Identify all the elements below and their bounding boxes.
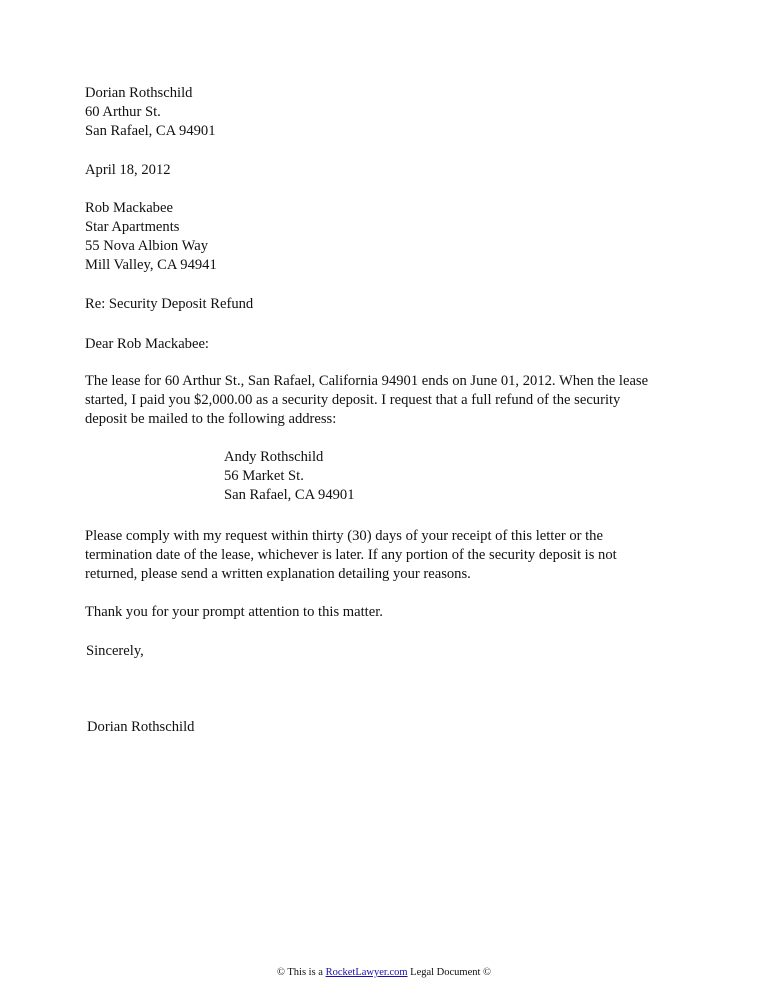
refund-street: 56 Market St. [224,468,304,484]
sender-street: 60 Arthur St. [85,104,161,120]
refund-address-block [224,448,768,505]
recipient-city-state-zip: Mill Valley, CA 94941 [85,257,217,273]
signature [87,718,687,737]
sender-address-block [85,84,685,141]
recipient-street: 55 Nova Albion Way [85,238,208,254]
recipient-company: Star Apartments [85,219,180,235]
paragraph-line: returned, please send a written explanation detailing your reasons. [85,566,471,582]
sender-name: Dorian Rothschild [85,85,193,101]
sender-city-state-zip: San Rafael, CA 94901 [85,123,216,139]
date-text: April 18, 2012 [85,162,171,178]
letter-date [85,161,685,180]
subject-line [85,295,685,314]
rocketlawyer-link[interactable]: RocketLawyer.com [325,967,408,978]
body-paragraph-1 [85,372,685,429]
subject-text: Re: Security Deposit Refund [85,296,254,312]
body-paragraph-2 [85,527,685,584]
signature-name: Dorian Rothschild [87,719,195,735]
paragraph-line: Please comply with my request within thirty (30) days of your receipt of this letter or the [85,528,603,544]
body-paragraph-3 [85,603,685,622]
paragraph-line: termination date of the lease, whichever is later. If any portion of the security deposit is not [85,547,617,563]
recipient-address-block [85,199,685,275]
paragraph-line: deposit be mailed to the following address: [85,411,337,427]
footer-suffix: Legal Document © [407,967,492,978]
recipient-name: Rob Mackabee [85,200,173,216]
closing-text: Sincerely, [86,643,144,659]
document-footer [0,966,768,980]
paragraph-line: started, I paid you $2,000.00 as a security deposit. I request that a full refund of the security [85,392,621,408]
salutation-text: Dear Rob Mackabee: [85,336,209,352]
paragraph-line: The lease for 60 Arthur St., San Rafael, California 94901 ends on June 01, 2012. When the lease [85,373,649,389]
footer-prefix: © This is a [276,967,326,978]
refund-name: Andy Rothschild [224,449,324,465]
salutation [85,335,685,354]
refund-city-state-zip: San Rafael, CA 94901 [224,487,355,503]
paragraph-line: Thank you for your prompt attention to this matter. [85,604,383,620]
closing [86,642,686,661]
